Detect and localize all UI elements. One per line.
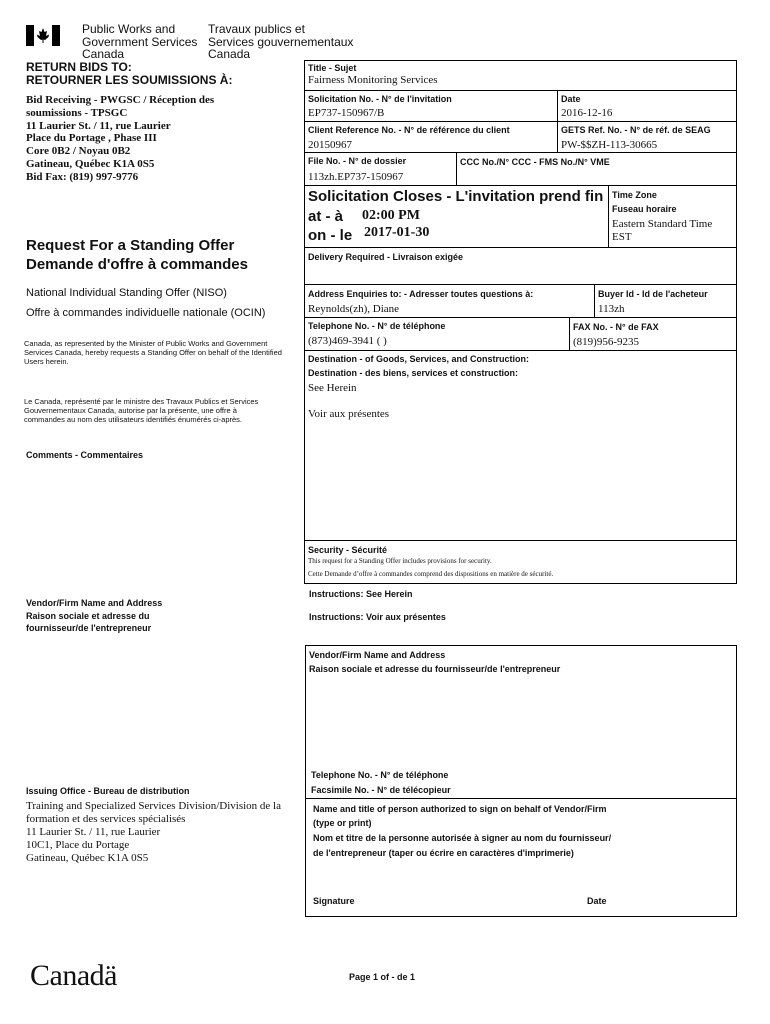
issuing-address-line: Training and Specialized Services Division/Division de la bbox=[26, 800, 281, 812]
comments-label: Comments - Commentaires bbox=[26, 450, 144, 460]
issuing-address-line: 11 Laurier St. / 11, rue Laurier bbox=[26, 826, 161, 838]
instructions-en: Instructions: See Herein bbox=[309, 589, 413, 599]
telephone-label: Telephone No. - N° de téléphone bbox=[308, 321, 446, 331]
file-no-label: File No. - N° de dossier bbox=[308, 156, 407, 166]
security-text-fr: Cette Demande d’offre à commandes comprend des dispositions en matière de sécurité. bbox=[308, 570, 554, 578]
ccc-no-label: CCC No./N° CCC - FMS No./N° VME bbox=[460, 157, 610, 167]
destination-value-en: See Herein bbox=[308, 382, 357, 394]
enquiries-value: Reynolds(zh), Diane bbox=[308, 303, 400, 315]
left-vendor-label bbox=[26, 597, 162, 635]
time-zone-value: Eastern Standard Time bbox=[612, 218, 713, 230]
solicitation-no-value: EP737-150967/B bbox=[308, 107, 385, 119]
client-reference-label: Client Reference No. - N° de référence du client bbox=[308, 125, 510, 135]
department-name-french bbox=[208, 23, 353, 61]
closing-time-value: 02:00 PM bbox=[362, 208, 420, 223]
time-zone-label: Time Zone bbox=[612, 190, 657, 200]
return-bids-heading bbox=[26, 61, 232, 87]
time-zone-abbrev: EST bbox=[612, 231, 632, 243]
date-label: Date bbox=[561, 94, 581, 104]
issuing-address-line: 10C1, Place du Portage bbox=[26, 839, 130, 851]
authority-paragraph-fr: Le Canada, représenté par le ministre des Travaux Publics et Services Gouvernementaux Canada, autorise par la présente, une offre à commandes au nom des utilisateurs identifiés énumérés ci-après. bbox=[24, 397, 259, 424]
date-value: 2016-12-16 bbox=[561, 107, 613, 119]
time-zone-label-fr: Fuseau horaire bbox=[612, 204, 677, 214]
destination-value-fr: Voir aux présentes bbox=[308, 408, 390, 420]
dept-fr-line-1: Travaux publics et bbox=[208, 22, 305, 36]
authority-paragraph-en: Canada, as represented by the Minister of Public Works and Government Services Canada, hereby requests a Standing Offer on behalf of the Identified Users herein. bbox=[24, 339, 282, 366]
destination-label-fr: Destination - des biens, services et construction: bbox=[308, 368, 519, 378]
page-number: Page 1 of - de 1 bbox=[349, 972, 416, 982]
return-address-line: Core 0B2 / Noyau 0B2 bbox=[26, 145, 131, 158]
vendor-name-label: Vendor/Firm Name and Address bbox=[309, 650, 446, 660]
security-text-en: This request for a Standing Offer includes provisions for security. bbox=[308, 557, 492, 565]
vendor-signature-box bbox=[305, 645, 737, 917]
left-vendor-line: Raison sociale et adresse du bbox=[26, 610, 150, 621]
authorized-person-label-fr: Nom et titre de la personne autorisée à signer au nom du fournisseur/ bbox=[313, 833, 612, 843]
buyer-id-label: Buyer Id - Id de l'acheteur bbox=[598, 289, 708, 299]
dept-en-line-2: Government Services bbox=[82, 34, 198, 49]
closing-date-label: on - le bbox=[308, 227, 353, 244]
offer-type bbox=[26, 283, 265, 323]
vendor-address-label: Raison sociale et adresse du fournisseur/de l'entrepreneur bbox=[309, 664, 561, 674]
issuing-office-address bbox=[26, 800, 281, 865]
security-label: Security - Sécurité bbox=[308, 545, 388, 555]
issuing-office-label: Issuing Office - Bureau de distribution bbox=[26, 786, 190, 796]
authorized-person-label-en: Name and title of person authorized to sign on behalf of Vendor/Firm bbox=[313, 804, 607, 814]
client-reference-value: 20150967 bbox=[308, 139, 352, 151]
instructions-fr: Instructions: Voir aux présentes bbox=[309, 612, 446, 622]
solicitation-closes-label: Solicitation Closes - L'invitation prend fin bbox=[308, 188, 604, 205]
vendor-telephone-label: Telephone No. - N° de téléphone bbox=[311, 770, 449, 780]
signature-label: Signature bbox=[313, 896, 355, 906]
return-address-line: Place du Portage , Phase III bbox=[26, 132, 157, 145]
dept-fr-line-2: Services gouvernementaux bbox=[208, 34, 354, 49]
canada-wordmark: Canadä bbox=[30, 959, 117, 992]
enquiries-label: Address Enquiries to: - Adresser toutes questions à: bbox=[308, 289, 534, 299]
title-value: Fairness Monitoring Services bbox=[308, 74, 438, 86]
issuing-address-line: formation et des services spécialisés bbox=[26, 813, 186, 825]
telephone-value: (873)469-3941 ( ) bbox=[308, 335, 387, 347]
return-bids-address bbox=[26, 94, 214, 184]
return-address-line: 11 Laurier St. / 11, rue Laurier bbox=[26, 119, 171, 132]
offer-type-fr: Offre à commandes individuelle nationale (OCIN) bbox=[26, 307, 266, 319]
return-address-line: soumissions - TPSGC bbox=[26, 106, 128, 119]
closing-time-label: at - à bbox=[308, 208, 344, 225]
file-no-value: 113zh.EP737-150967 bbox=[308, 171, 404, 183]
vendor-fax-label: Facsimile No. - N° de télécopieur bbox=[311, 785, 451, 795]
closing-date-value: 2017-01-30 bbox=[364, 225, 430, 240]
delivery-required-label: Delivery Required - Livraison exigée bbox=[308, 252, 464, 262]
signature-date-label: Date bbox=[587, 896, 607, 906]
authorized-person-type-or-print: (type or print) bbox=[313, 818, 372, 828]
department-name-english bbox=[82, 23, 197, 61]
offer-type-en: National Individual Standing Offer (NISO) bbox=[26, 287, 227, 299]
dept-fr-line-3: Canada bbox=[208, 47, 251, 61]
destination-label-en: Destination - of Goods, Services, and Construction: bbox=[308, 354, 530, 364]
issuing-address-line: Gatineau, Québec K1A 0S5 bbox=[26, 852, 149, 864]
return-address-line: Bid Receiving - PWGSC / Réception des bbox=[26, 94, 215, 106]
gets-ref-label: GETS Ref. No. - N° de réf. de SEAG bbox=[561, 125, 711, 135]
fax-label: FAX No. - N° de FAX bbox=[573, 322, 659, 332]
return-address-line: Gatineau, Québec K1A 0S5 bbox=[26, 157, 155, 170]
left-vendor-line: fournisseur/de l'entrepreneur bbox=[26, 623, 152, 633]
bid-fax-line: Bid Fax: (819) 997-9776 bbox=[26, 170, 139, 183]
canada-flag-icon bbox=[26, 25, 60, 46]
left-vendor-line: Vendor/Firm Name and Address bbox=[26, 598, 163, 608]
solicitation-no-label: Solicitation No. - N° de l'invitation bbox=[308, 94, 452, 104]
document-title-fr: Demande d'offre à commandes bbox=[26, 256, 248, 273]
title-label: Title - Sujet bbox=[308, 63, 357, 73]
dept-en-line-3: Canada bbox=[82, 47, 125, 61]
return-bids-title-fr: RETOURNER LES SOUMISSIONS À: bbox=[26, 73, 233, 87]
document-title bbox=[26, 236, 248, 274]
return-bids-title-en: RETURN BIDS TO: bbox=[26, 60, 132, 74]
fax-value: (819)956-9235 bbox=[573, 336, 639, 348]
document-title-en: Request For a Standing Offer bbox=[26, 237, 235, 254]
gets-ref-value: PW-$$ZH-113-30665 bbox=[561, 139, 658, 151]
authorized-person-label-fr-2: de l'entrepreneur (taper ou écrire en caractères d'imprimerie) bbox=[313, 848, 574, 858]
dept-en-line-1: Public Works and bbox=[82, 22, 176, 36]
buyer-id-value: 113zh bbox=[598, 303, 625, 315]
